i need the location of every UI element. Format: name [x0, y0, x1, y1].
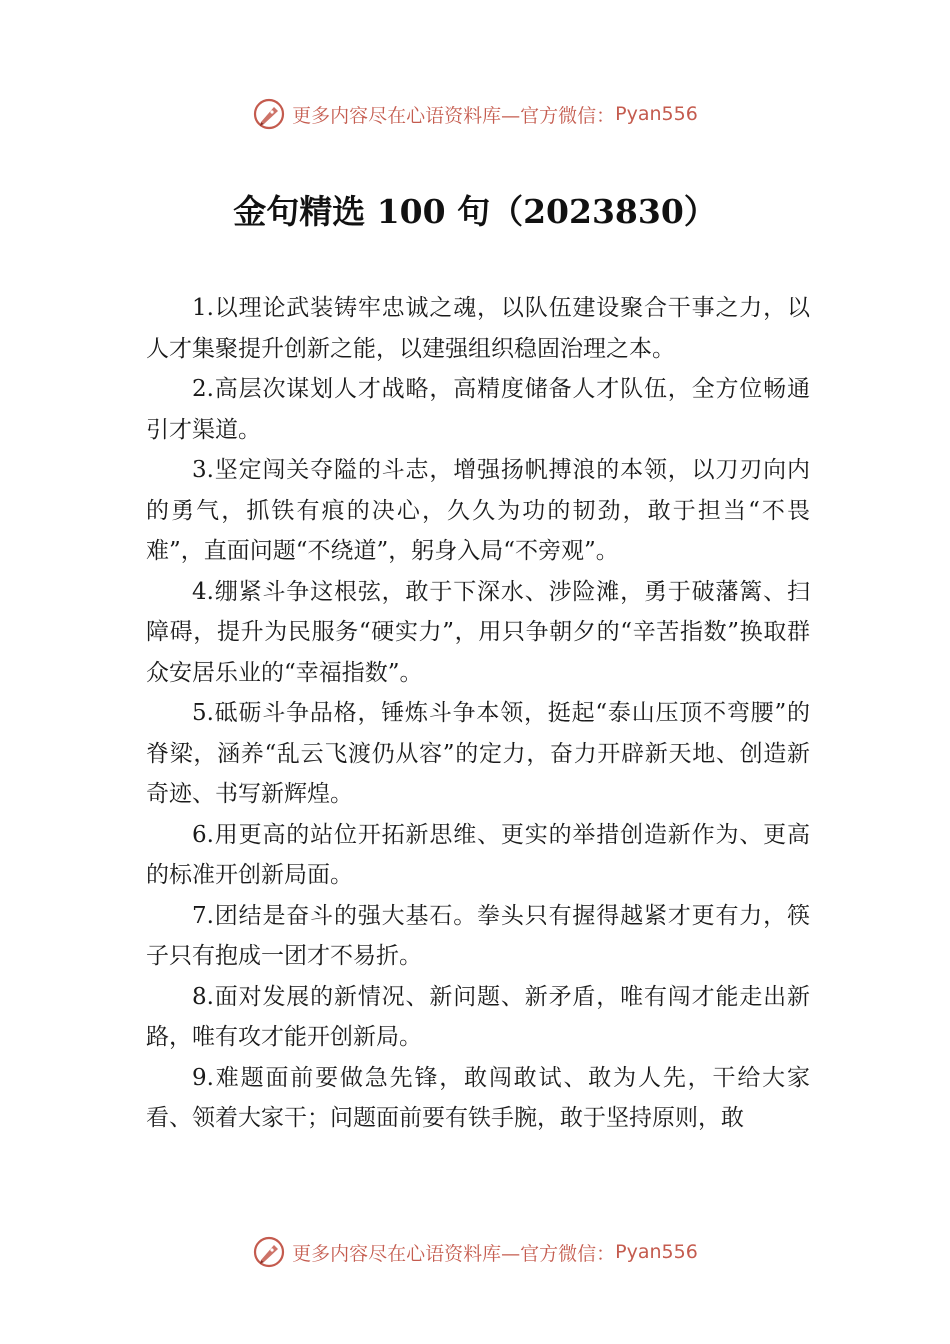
wechat-id: Pyan556 — [615, 1241, 698, 1263]
paragraph-4: 4.绷紧斗争这根弦，敢于下深水、涉险滩，勇于破藩篱、扫障碍，提升为民服务“硬实力”，用只争朝夕的“辛苦指数”换取群众安居乐业的“幸福指数”。 — [146, 578, 810, 686]
paragraph-3: 3.坚定闯关夺隘的斗志，增强扬帆搏浪的本领，以刀刃向内的勇气，抓铁有痕的决心，久久为功的韧劲，敢于担当“不畏难”，直面问题“不绕道”，躬身入局“不旁观”。 — [146, 457, 810, 564]
paragraph-5: 5.砥砺斗争品格，锤炼斗争本领，挺起“泰山压顶不弯腰”的脊梁，涵养“乱云飞渡仍从容”的定力，奋力开辟新天地、创造新奇迹、书写新辉煌。 — [146, 700, 810, 807]
document-title: 金句精选 100 句（2023830） — [233, 192, 717, 231]
document-body — [146, 288, 810, 1139]
header-watermark-banner — [0, 94, 950, 134]
paragraph-8: 8.面对发展的新情况、新问题、新矛盾，唯有闯才能走出新路，唯有攻才能开创新局。 — [146, 983, 810, 1050]
paragraph-1: 1.以理论武装铸牢忠诚之魂，以队伍建设聚合干事之力，以人才集聚提升创新之能，以建强组织稳固治理之本。 — [146, 295, 810, 362]
watermark-text: 更多内容尽在心语资料库—官方微信： — [292, 1242, 616, 1265]
paragraph-2: 2.高层次谋划人才战略，高精度储备人才队伍，全方位畅通引才渠道。 — [146, 376, 810, 443]
pen-nib-icon — [252, 1235, 286, 1269]
paragraph-7: 7.团结是奋斗的强大基石。拳头只有握得越紧才更有力，筷子只有抱成一团才不易折。 — [146, 902, 810, 969]
footer-watermark-banner — [0, 1232, 950, 1272]
pen-nib-icon — [252, 97, 286, 131]
paragraph-6: 6.用更高的站位开拓新思维、更实的举措创造新作为、更高的标准开创新局面。 — [146, 821, 810, 888]
watermark-text: 更多内容尽在心语资料库—官方微信： — [292, 104, 616, 127]
wechat-id: Pyan556 — [615, 103, 698, 125]
paragraph-9: 9.难题面前要做急先锋，敢闯敢试、敢为人先，干给大家看、领着大家干；问题面前要有铁手腕，敢于坚持原则，敢 — [146, 1064, 810, 1131]
